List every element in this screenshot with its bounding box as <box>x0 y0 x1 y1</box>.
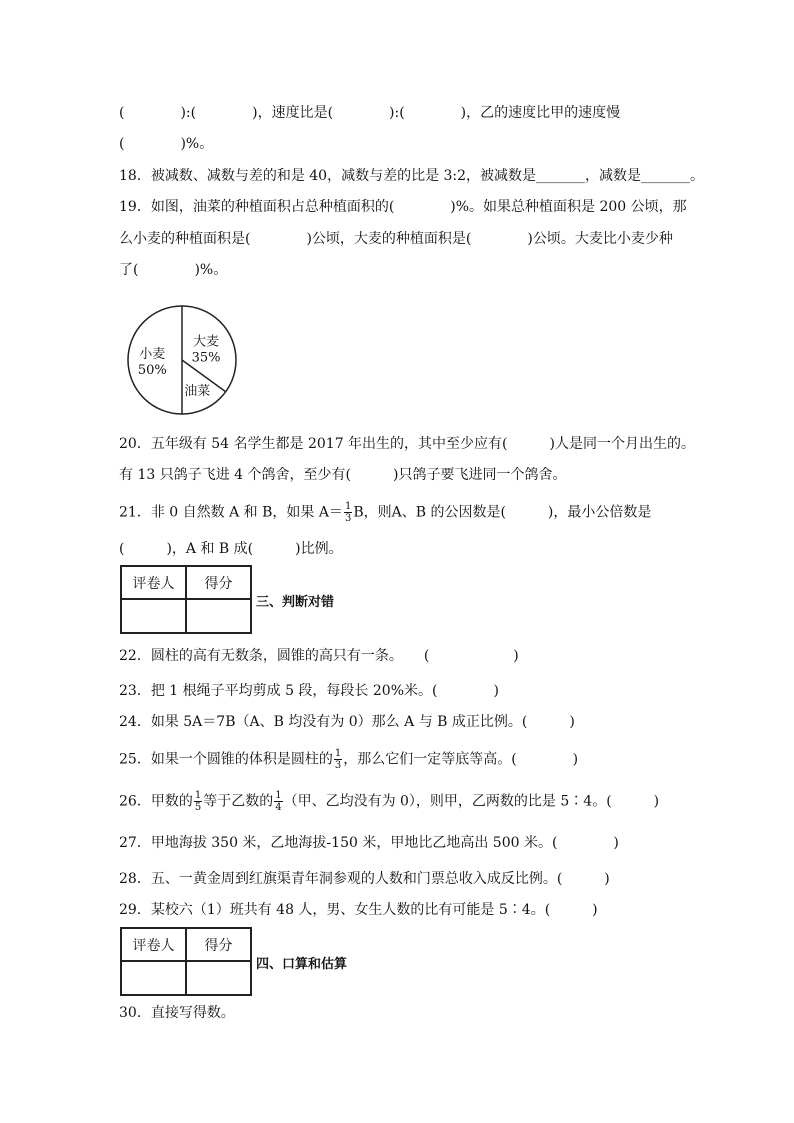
pie-label-小麦: 小麦 <box>139 347 166 362</box>
q19-line-a: 19．如图，油菜的种植面积占总种植面积的( )%。如果总种植面积是 200 公顷，那 <box>119 199 687 215</box>
q26-frac-b-den: 4 <box>275 802 282 813</box>
score-table-grader-cell <box>121 599 186 633</box>
q26-frac-b-num: 1 <box>275 790 282 801</box>
score-table-grader-header: 评卷人 <box>121 928 186 961</box>
score-table-score-cell <box>186 961 251 995</box>
pie-chart <box>126 304 238 416</box>
q26-text-mid: 等于乙数的 <box>203 793 274 810</box>
score-table-section-4 <box>120 927 252 996</box>
q25-frac-den: 3 <box>334 760 342 771</box>
pie-label-油菜: 油菜 <box>184 383 211 399</box>
q25 <box>119 748 578 771</box>
q30: 30．直接写得数。 <box>119 1005 235 1021</box>
q21-line-a <box>119 501 651 524</box>
score-table-score-header: 得分 <box>186 566 251 599</box>
q25-text-post: ，那么它们一定等底等高。( ) <box>343 751 579 768</box>
q26-text-pre: 26．甲数的 <box>119 793 193 810</box>
pie-label-大麦: 大麦 <box>193 334 220 350</box>
score-table-score-header: 得分 <box>186 928 251 961</box>
q20-line-a: 20．五年级有 54 名学生都是 2017 年出生的，其中至少应有( )人是同一个月出生的。 <box>119 436 695 452</box>
q26 <box>119 790 659 813</box>
section-4-title: 四、口算和估算 <box>256 957 348 972</box>
q17-line-b: ( )%。 <box>119 136 214 152</box>
q19-line-b: 么小麦的种植面积是( )公顷，大麦的种植面积是( )公顷。大麦比小麦少种 <box>119 231 673 247</box>
q28: 28．五、一黄金周到红旗渠青年洞参观的人数和门票总收入成反比例。( ) <box>119 871 610 887</box>
q18: 18．被减数、减数与差的和是 40，减数与差的比是 3:2，被减数是_______，减数是_______。 <box>119 168 705 184</box>
q19-line-c: 了( )%。 <box>119 262 228 278</box>
q21-frac-num: 1 <box>344 501 352 512</box>
q26-frac-a-den: 5 <box>194 802 202 813</box>
q29: 29．某校六（1）班共有 48 人，男、女生人数的比有可能是 5∶4。( ) <box>119 902 598 918</box>
q21-frac-den: 3 <box>344 513 352 524</box>
pie-value-小麦: 50% <box>137 363 167 378</box>
score-table-section-3 <box>120 565 252 634</box>
q22: 22．圆柱的高有无数条，圆锥的高只有一条。 ( ) <box>119 648 519 664</box>
q26-frac-a-num: 1 <box>194 790 202 801</box>
q25-frac-num: 1 <box>334 748 342 759</box>
q25-text-pre: 25．如果一个圆锥的体积是圆柱的 <box>119 751 333 768</box>
q26-fraction-b <box>274 790 282 813</box>
q26-text-post: （甲、乙均没有为 0），则甲，乙两数的比是 5∶4。( ) <box>283 793 660 810</box>
q26-fraction-a <box>194 790 202 813</box>
q21-text-post: B，则A、B 的公因数是( )，最小公倍数是 <box>353 504 652 521</box>
section-3-title: 三、判断对错 <box>256 595 335 610</box>
q25-fraction <box>334 748 342 771</box>
q24: 24．如果 5A＝7B（A、B 均没有为 0）那么 A 与 B 成正比例。( ) <box>119 714 575 730</box>
pie-value-大麦: 35% <box>191 350 221 366</box>
q23: 23．把 1 根绳子平均剪成 5 段，每段长 20%米。( ) <box>119 683 499 699</box>
score-table-grader-cell <box>121 961 186 995</box>
q17-line-a: ( ):( )，速度比是( ):( )，乙的速度比甲的速度慢 <box>119 105 621 121</box>
q27: 27．甲地海拔 350 米，乙地海拔-150 米，甲地比乙地高出 500 米。( ) <box>119 835 619 851</box>
q21-line-b: ( )，A 和 B 成( )比例。 <box>119 541 343 557</box>
q21-fraction <box>344 501 352 524</box>
q21-text-pre: 21．非 0 自然数 A 和 B，如果 A＝ <box>119 504 343 521</box>
score-table-grader-header: 评卷人 <box>121 566 186 599</box>
q20-line-b: 有 13 只鸽子飞进 4 个鸽舍，至少有( )只鸽子要飞进同一个鸽舍。 <box>119 467 567 483</box>
score-table-score-cell <box>186 599 251 633</box>
